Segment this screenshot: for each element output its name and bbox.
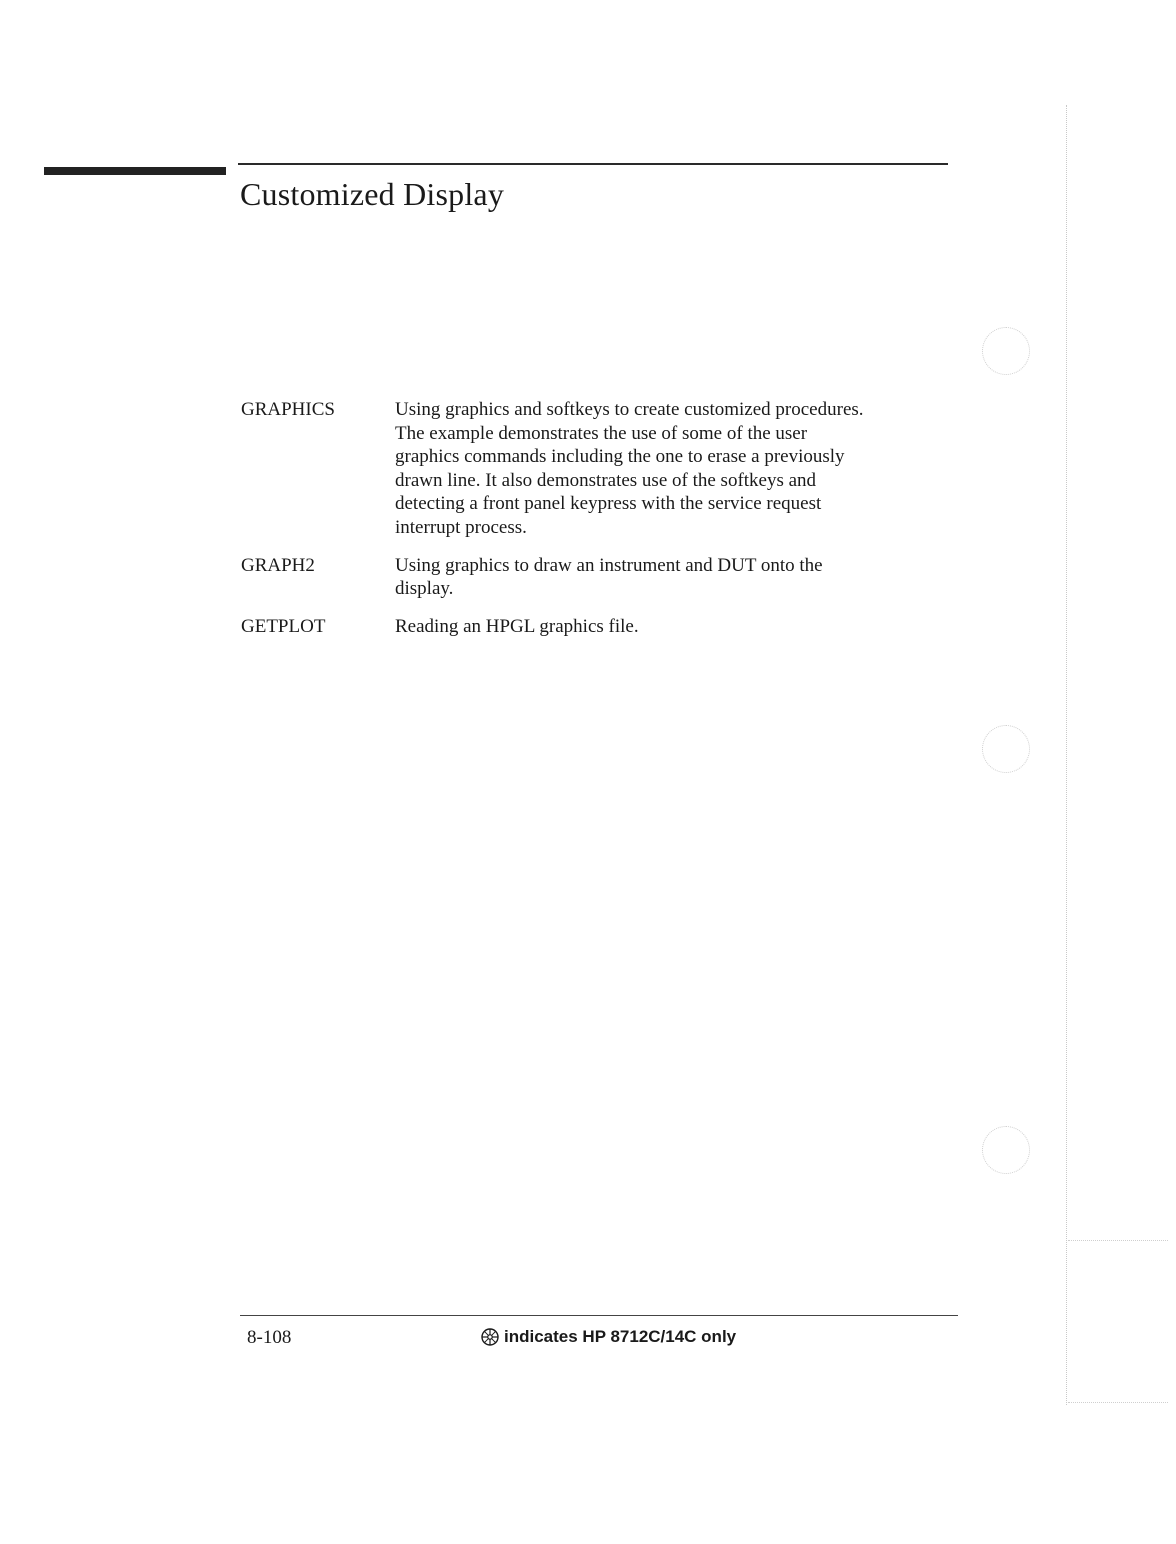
- binder-hole: [982, 725, 1030, 773]
- description-line: Using graphics and softkeys to create customized procedures.: [395, 399, 864, 420]
- program-name: GRAPHICS: [241, 399, 335, 420]
- description-line: graphics commands including the one to erase a previously: [395, 446, 845, 468]
- header-rule: [238, 163, 948, 165]
- footer-rule: [240, 1315, 958, 1316]
- program-entry-graph2: [241, 554, 961, 601]
- program-list: [241, 398, 961, 652]
- page-edge-mark: [1068, 1240, 1168, 1241]
- program-entry-graphics: [241, 398, 961, 540]
- page-edge-mark: [1068, 1402, 1168, 1403]
- page-title: Customized Display: [240, 176, 505, 212]
- program-entry-getplot: [241, 615, 961, 639]
- page-number: 8-108: [247, 1327, 292, 1348]
- section-marker-bar: [44, 167, 226, 175]
- program-name: GETPLOT: [241, 615, 326, 637]
- footer-note: [481, 1327, 736, 1347]
- description-line: Reading an HPGL graphics file.: [395, 615, 639, 637]
- page-edge: [1066, 105, 1067, 1405]
- description-line: Using graphics to draw an instrument and DUT onto the: [395, 554, 823, 576]
- footer-note-text: indicates HP 8712C/14C only: [504, 1327, 737, 1346]
- description-line: detecting a front panel keypress with the service request: [395, 493, 822, 515]
- disk-symbol-icon: [481, 1328, 499, 1346]
- description-line: display.: [395, 578, 454, 600]
- program-name: GRAPH2: [241, 554, 315, 576]
- program-description: [395, 398, 960, 540]
- binder-hole: [982, 1126, 1030, 1174]
- binder-hole: [982, 327, 1030, 375]
- program-description: [395, 554, 960, 601]
- description-line: The example demonstrates the use of some of the user: [395, 422, 808, 444]
- description-line: interrupt process.: [395, 516, 527, 538]
- description-line: drawn line. It also demonstrates use of the softkeys and: [395, 469, 817, 491]
- program-description: [395, 615, 960, 639]
